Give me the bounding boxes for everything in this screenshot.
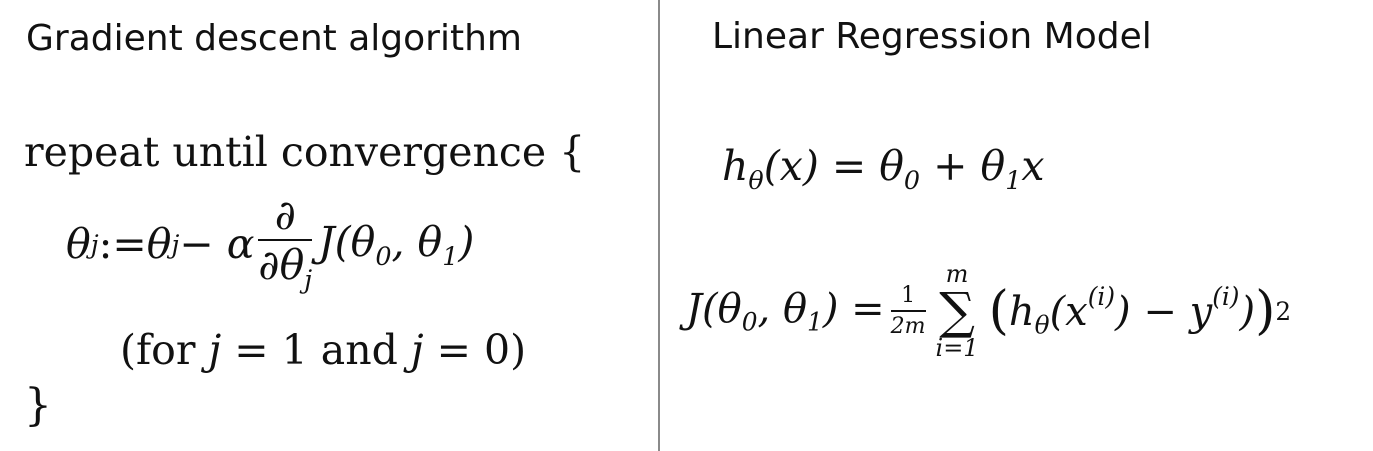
vertical-divider (658, 0, 660, 451)
theta-symbol: θ (66, 220, 91, 269)
j-subscript: j (90, 229, 99, 260)
linear-regression-title: Linear Regression Model (712, 16, 1152, 57)
squared-error-term: $h_\theta(x^{(i)}) - y^{(i)}$) (1008, 282, 1256, 340)
j-subscript: j (171, 229, 180, 260)
gradient-descent-title: Gradient descent algorithm (26, 18, 522, 59)
closing-brace: } (24, 380, 52, 431)
one-over-2m-fraction: $\frac{1}{2m}$ (890, 283, 926, 339)
partial-derivative-fraction (258, 191, 313, 294)
update-rule-equation (66, 191, 475, 294)
partial-numerator: ∂ (274, 191, 296, 239)
repeat-until-convergence: repeat until convergence { (24, 128, 586, 176)
minus-alpha: − α (179, 220, 255, 269)
summation-symbol: m ∑ i=1 (935, 260, 979, 362)
hypothesis-equation: $h_\theta(x) = \theta_0 + \theta_1x$ (722, 142, 1045, 195)
squared-exponent: 2 (1275, 296, 1292, 326)
for-condition: (for j = 1 and j = 0) (120, 326, 527, 374)
assign-operator: := (98, 220, 147, 269)
partial-denominator: $\partial\theta_j$ (258, 241, 313, 294)
cost-function-equation: $J(\theta_0$, $\theta_1$) = $\frac{1}{2m}$ m ∑ i=1 ( $h_\theta(x^{(i)}) - y^{(i)}$) ) 2 (686, 260, 1292, 362)
cost-function-lhs: $J(\theta_0$, $\theta_1$) = (686, 285, 885, 337)
theta-symbol: θ (146, 220, 172, 269)
cost-function-call: $J(\theta_0$, $\theta_1$) (318, 217, 475, 271)
